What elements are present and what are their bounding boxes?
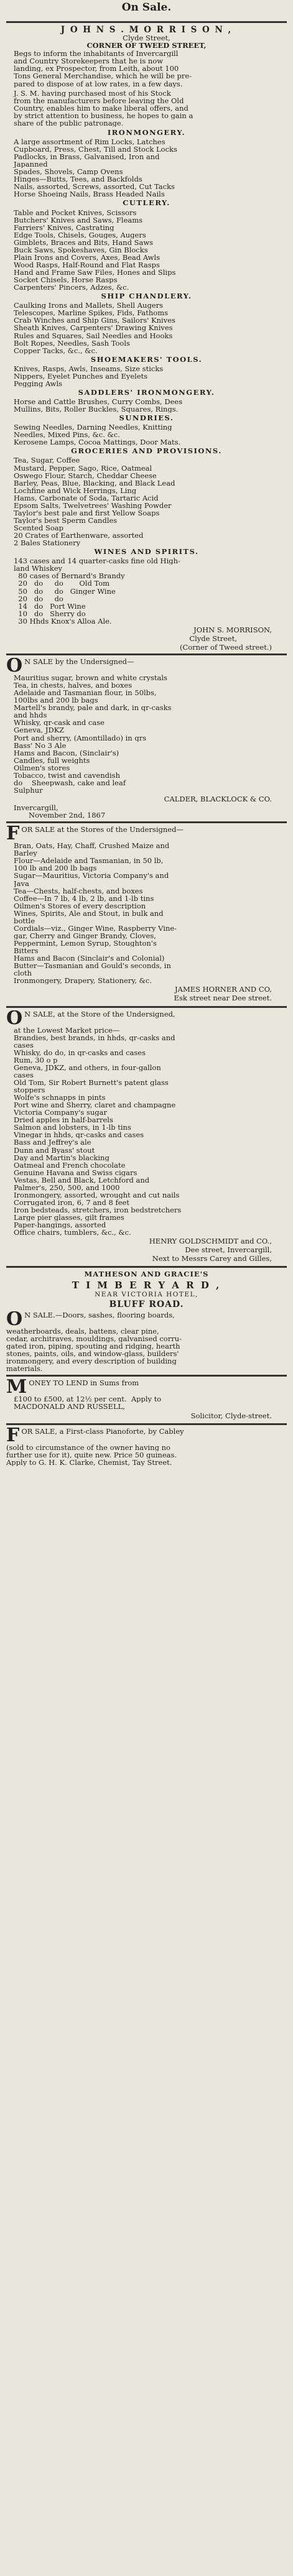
item-line: Mustard, Pepper, Sago, Rice, Oatmeal: [14, 464, 152, 472]
text-line: Begs to inform the inhabitants of Invercargill: [14, 50, 179, 58]
text-line: Office chairs, tumblers, &c., &c.: [14, 1229, 131, 1237]
ad-road: BLUFF ROAD.: [109, 1300, 184, 1310]
divider: [6, 1266, 287, 1268]
item-list: [6, 674, 287, 794]
signature-name: JAMES HORNER AND CO,: [175, 985, 272, 994]
item-line: Rules and Squares, Sail Needles and Hooks: [14, 331, 173, 339]
item-line: Tea, Sugar, Coffee: [14, 456, 80, 464]
text-line: Tons General Merchandise, which he will be pre-: [14, 72, 192, 80]
text-line: Whisky, qr-cask and case: [14, 719, 105, 727]
item-sections: [6, 129, 287, 625]
section-heading: CUTLERY.: [123, 198, 170, 208]
text-line: Tea—Chests, half-chests, and boxes: [14, 887, 143, 895]
item-line: Lochfine and Wick Herrings, Ling: [14, 486, 137, 494]
signature-place-2: Next to Messrs Carey and Gilles,: [152, 1254, 272, 1263]
text-line: Salmon and lobsters, in 1-lb tins: [14, 1124, 131, 1132]
divider: [6, 653, 287, 655]
item-line: Epsom Salts, Twelvetrees' Washing Powder: [14, 501, 172, 509]
text-line: gar, Cherry and Ginger Brandy, Cloves,: [14, 931, 156, 940]
calder-advertisement: [6, 658, 287, 819]
text-line: Vestas, Bell and Black, Letchford and: [14, 1176, 150, 1184]
intro-paragraph-2: [6, 90, 287, 127]
item-line: Taylor's best Sperm Candles: [14, 516, 118, 525]
text-line: Victoria Company's sugar: [14, 1109, 107, 1117]
text-line: J. S. M. having purchased most of his Stock: [14, 89, 171, 97]
text-line: Dunn and Byass' stout: [14, 1146, 95, 1154]
section-heading: SADDLERS' IRONMONGERY.: [78, 387, 215, 397]
text-line: Coffee—In 7 lb, 4 lb, 2 lb, and 1-lb tins: [14, 894, 154, 902]
morrison-advertisement: [6, 25, 287, 651]
text-line: Ironmongery, Drapery, Stationery, &c.: [14, 977, 152, 985]
item-line: Butchers' Knives and Saws, Fleams: [14, 216, 143, 224]
text-line: Dried apples in half-barrels: [14, 1116, 113, 1124]
text-line: pared to dispose of at low rates, in a few days.: [14, 80, 183, 88]
item-line: Socket Chisels, Horse Rasps: [14, 276, 118, 284]
item-line: Farriers' Knives, Castrating: [14, 223, 114, 231]
section-heading: SHOEMAKERS' TOOLS.: [90, 354, 203, 364]
item-line: Caulking Irons and Mallets, Shell Augers: [14, 302, 164, 310]
text-line: cases: [14, 1041, 34, 1049]
item-line: Bolt Ropes, Needles, Sash Tools: [14, 339, 130, 347]
text-line: Tobacco, twist and cavendish: [14, 771, 120, 779]
section-heading: SHIP CHANDLERY.: [101, 292, 192, 301]
text-line: 100 lb and 200 lb bags: [14, 864, 97, 872]
text-line: Wolfe's schnapps in pints: [14, 1094, 106, 1102]
item-line: Hand and Frame Saw Files, Hones and Slips: [14, 269, 176, 277]
text-line: Ironmongery, assorted, wrought and cut nails: [14, 1191, 180, 1199]
item-line: Horse and Cattle Brushes, Curry Combs, Dees: [14, 398, 183, 406]
text-line: 100lbs and 200 lb bags: [14, 696, 98, 704]
text-line: MACDONALD AND RUSSELL,: [14, 1403, 125, 1411]
section-heading: SUNDRIES.: [119, 413, 174, 423]
text-line: bottle: [14, 916, 35, 925]
item-line: 20 Crates of Earthenware, assorted: [14, 532, 144, 540]
signature-place: Clyde Street,: [189, 634, 237, 643]
text-line: Whisky, do do, in qr-casks and cases: [14, 1048, 146, 1056]
item-line: Edge Tools, Chisels, Gouges, Augers: [14, 231, 146, 239]
section-heading: WINES AND SPIRITS.: [94, 547, 199, 556]
text-line: Apply to G. H. K. Clarke, Chemist, Tay Street.: [6, 1458, 172, 1466]
text-line: Oilmen's Stores of every description: [14, 902, 146, 910]
piano-advertisement: [6, 1428, 287, 1466]
item-line: Copper Tacks, &c., &c.: [14, 346, 98, 354]
text-line: Bass and Jeffrey's ale: [14, 1138, 91, 1147]
item-line: Hinges—Butts, Tees, and Backfolds: [14, 175, 142, 183]
horner-advertisement: [6, 826, 287, 1003]
item-list: [6, 1395, 287, 1410]
drop-cap: O: [6, 658, 23, 677]
ad-first-line: N SALE by the Undersigned—: [24, 658, 134, 667]
item-line: 10 do Sherry do: [14, 609, 86, 617]
item-line: Hams, Carbonate of Soda, Tartaric Acid: [14, 494, 159, 502]
text-line: Martell's brandy, pale and dark, in qr-casks: [14, 704, 172, 712]
item-line: Taylor's best pale and first Yellow Soaps: [14, 509, 160, 517]
text-line: Peppermint, Lemon Syrup, Stoughton's: [14, 939, 157, 948]
item-line: 20 do do: [14, 594, 63, 602]
text-line: Vinegar in hhds, qr-casks and cases: [14, 1131, 144, 1139]
text-line: Sugar—Mauritius, Victoria Company's and: [14, 872, 169, 880]
signature: Solicitor, Clyde-street.: [190, 1411, 272, 1420]
text-line: gated iron, piping, spouting and ridging, hearth: [6, 1342, 180, 1350]
text-line: Corrugated iron, 6, 7 and 8 feet: [14, 1198, 129, 1207]
text-line: Paper-hangings, assorted: [14, 1221, 106, 1229]
signature-name: HENRY GOLDSCHMIDT and CO.,: [149, 1237, 272, 1246]
text-line: £100 to £500, at 12½ per cent. Apply to: [14, 1395, 162, 1403]
item-line: Carpenters' Pincers, Adzes, &c.: [14, 284, 129, 292]
text-line: stones, paints, oils, and window-glass, builders': [6, 1350, 179, 1358]
text-line: from the manufacturers before leaving the Old: [14, 96, 184, 104]
text-line: Brandies, best brands, in hhds, qr-casks and: [14, 1033, 175, 1041]
signature-place: Dee street, Invercargill,: [185, 1245, 272, 1255]
text-line: Geneva, JDKZ, and others, in four-gallon: [14, 1063, 161, 1071]
text-line: materials.: [6, 1365, 43, 1373]
item-line: Cupboard, Press, Chest, Till and Stock Locks: [14, 145, 177, 154]
divider: [6, 1375, 287, 1377]
item-line: 20 do do Old Tom: [14, 579, 110, 588]
text-line: Butter—Tasmanian and Gould's seconds, in: [14, 962, 171, 970]
item-line: Needles, Mixed Pins, &c. &c.: [14, 431, 120, 439]
advertiser-name: J O H N S . M O R R I S O N ,: [60, 25, 233, 35]
item-line: 2 Bales Stationery: [14, 539, 81, 547]
text-line: Hams and Bacon (Sinclair's and Colonial): [14, 954, 165, 963]
signature-name: JOHN S. MORRISON,: [193, 625, 272, 634]
text-line: at the Lowest Market price—: [14, 1026, 120, 1034]
text-line: stoppers: [14, 1086, 45, 1094]
item-line: Gimblets, Braces and Bits, Hand Saws: [14, 238, 154, 246]
ad-first-line: N SALE, at the Store of the Undersigned,: [24, 1010, 175, 1018]
item-line: Nails, assorted, Screws, assorted, Cut Tacks: [14, 183, 175, 191]
drop-cap: O: [6, 1311, 23, 1330]
drop-cap: F: [6, 1427, 20, 1446]
drop-cap: F: [6, 826, 20, 845]
text-line: Bran, Oats, Hay, Chaff, Crushed Maize and: [14, 842, 170, 850]
item-line: Spades, Shovels, Camp Ovens: [14, 168, 123, 176]
item-line: 80 cases of Bernard's Brandy: [14, 572, 125, 580]
text-line: share of the public patronage.: [14, 119, 124, 127]
text-line: Wines, Spirits, Ale and Stout, in bulk and: [14, 909, 164, 917]
text-line: Hams and Bacon, (Sinclair's): [14, 749, 119, 757]
goldschmidt-advertisement: [6, 1010, 287, 1264]
item-line: Nippers, Eyelet Punches and Eyelets: [14, 372, 148, 380]
text-line: weatherboards, deals, battens, clear pine,: [6, 1327, 159, 1336]
text-line: Country, enables him to make liberal offers, and: [14, 104, 188, 112]
advertiser-corner: CORNER OF TWEED STREET,: [86, 41, 207, 50]
text-line: and Country Storekeepers that he is now: [14, 57, 164, 65]
divider: [6, 1423, 287, 1425]
text-line: Rum, 30 o p: [14, 1056, 58, 1064]
item-line: Horse Shoeing Nails, Brass Headed Nails: [14, 190, 165, 198]
item-line: Sheath Knives, Carpenters' Drawing Knives: [14, 324, 173, 332]
text-line: Port and sherry, (Amontillado) in qrs: [14, 734, 147, 742]
item-list: [6, 842, 287, 984]
item-line: Crab Winches and Ship Gins, Sailors' Knives: [14, 316, 175, 325]
item-line: 50 do do Ginger Wine: [14, 587, 116, 595]
text-line: Oilmen's stores: [14, 764, 70, 772]
text-line: Candles, full weights: [14, 756, 90, 764]
text-line: cloth: [14, 969, 32, 977]
text-line: Flour—Adelaide and Tasmanian, in 50 lb,: [14, 857, 164, 865]
section-heading: IRONMONGERY.: [107, 127, 186, 137]
text-line: Mauritius sugar, brown and white crystals: [14, 674, 167, 682]
item-list: [6, 1327, 287, 1372]
section-heading: GROCERIES AND PROVISIONS.: [71, 446, 222, 456]
item-line: Buck Saws, Spokeshaves, Gin Blocks: [14, 246, 148, 254]
text-line: landing, ex Prospector, from Leith, about 100: [14, 65, 179, 73]
ad-first-line: N SALE.—Doors, sashes, flooring boards,: [24, 1311, 175, 1319]
item-line: Scented Soap: [14, 524, 63, 532]
item-line: Knives, Rasps, Awls, Inseams, Size sticks: [14, 364, 164, 372]
item-line: Oswego Flour, Starch, Cheddar Cheese: [14, 471, 157, 479]
ad-location: NEAR VICTORIA HOTEL,: [95, 1291, 198, 1299]
text-line: Oatmeal and French chocolate: [14, 1161, 126, 1169]
text-line: cedar, architraves, mouldings, galvanised corru-: [6, 1335, 182, 1343]
signature-place: Invercargill,: [14, 803, 58, 813]
ad-title: MATHESON AND GRACIE'S: [84, 1270, 209, 1279]
item-line: 14 do Port Wine: [14, 602, 86, 610]
text-line: Java: [14, 879, 29, 887]
ad-banner: T I M B E R Y A R D ,: [72, 1279, 221, 1291]
item-line: Pegging Awls: [14, 379, 63, 387]
text-line: cases: [14, 1071, 34, 1079]
text-line: Port wine and Sherry, claret and champagne: [14, 1101, 176, 1109]
text-line: Large pier glasses, gilt frames: [14, 1214, 124, 1222]
text-line: (sold to circumstance of the owner having no: [6, 1443, 170, 1451]
item-line: Plain Irons and Covers, Axes, Bead Awls: [14, 253, 160, 261]
item-line: 30 Hhds Knox's Alloa Ale.: [14, 617, 112, 625]
signature-date: November 2nd, 1867: [29, 811, 106, 819]
item-line: Kerosene Lamps, Cocoa Mattings, Door Mats.: [14, 438, 181, 446]
text-line: Barley: [14, 849, 37, 857]
text-line: by strict attention to business, he hopes to gain a: [14, 111, 193, 119]
drop-cap: M: [6, 1379, 27, 1398]
ad-first-line: OR SALE, a First-class Pianoforte, by Cabley: [21, 1427, 184, 1436]
text-line: Palmer's, 250, 500, and 1000: [14, 1183, 120, 1191]
item-line: Barley, Peas, Blue, Blacking, and Black Lead: [14, 479, 175, 487]
item-list: [6, 1444, 287, 1466]
divider: [6, 21, 287, 23]
text-line: Bass' No 3 Ale: [14, 741, 67, 749]
item-line: Japanned: [14, 160, 48, 169]
signature-name: CALDER, BLACKLOCK & CO.: [164, 795, 272, 804]
signature-corner: (Corner of Tweed street.): [179, 642, 272, 652]
text-line: Cordials—viz., Ginger Wine, Raspberry Vine-: [14, 924, 177, 932]
text-line: Sulphur: [14, 786, 43, 795]
text-line: Tea, in chests, halves, and boxes: [14, 681, 133, 690]
text-line: Old Tom, Sir Robert Burnett's patent glass: [14, 1078, 169, 1087]
item-line: Padlocks, in Brass, Galvanised, Iron and: [14, 153, 160, 161]
matheson-advertisement: [6, 1270, 287, 1372]
divider: [6, 1006, 287, 1008]
text-line: Adelaide and Tasmanian flour, in 50lbs,: [14, 689, 157, 697]
text-line: Geneva, JDKZ: [14, 726, 65, 734]
drop-cap: O: [6, 1010, 23, 1029]
loan-advertisement: [6, 1379, 287, 1420]
text-line: Genuine Havana and Swiss cigars: [14, 1168, 137, 1176]
item-list: [6, 1027, 287, 1237]
text-line: further use for it), quite new. Price 50 guineas.: [6, 1451, 177, 1459]
intro-paragraph: [6, 50, 287, 87]
item-line: Wood Rasps, Half-Round and Flat Rasps: [14, 261, 160, 269]
item-line: land Whiskey: [14, 565, 63, 573]
text-line: do Sheepwash, cake and leaf: [14, 778, 126, 787]
text-line: and hhds: [14, 711, 47, 719]
text-line: ironmongery, and every description of building: [6, 1357, 177, 1365]
item-line: Table and Pocket Knives, Scissors: [14, 208, 137, 216]
section-header: On Sale.: [121, 1, 172, 14]
item-line: 143 cases and 14 quarter-casks fine old High-: [14, 557, 180, 565]
text-line: Day and Martin's blacking: [14, 1153, 109, 1161]
item-line: Telescopes, Marline Spikes, Fids, Fathoms: [14, 309, 169, 317]
divider: [6, 821, 287, 823]
signature-place: Esk street near Dee street.: [174, 994, 272, 1003]
item-line: A large assortment of Rim Locks, Latches: [14, 137, 165, 146]
text-line: Iron bedsteads, stretchers, iron bedstretchers: [14, 1206, 182, 1214]
text-line: Bitters: [14, 947, 39, 955]
item-line: Mullins, Bits, Roller Buckles, Squares, Rings.: [14, 405, 179, 413]
ad-first-line: ONEY TO LEND in Sums from: [29, 1379, 139, 1388]
advertiser-street: Clyde Street,: [123, 34, 170, 43]
item-line: Sewing Needles, Darning Needles, Knitting: [14, 423, 172, 432]
ad-first-line: OR SALE at the Stores of the Undersigned—: [21, 826, 184, 834]
